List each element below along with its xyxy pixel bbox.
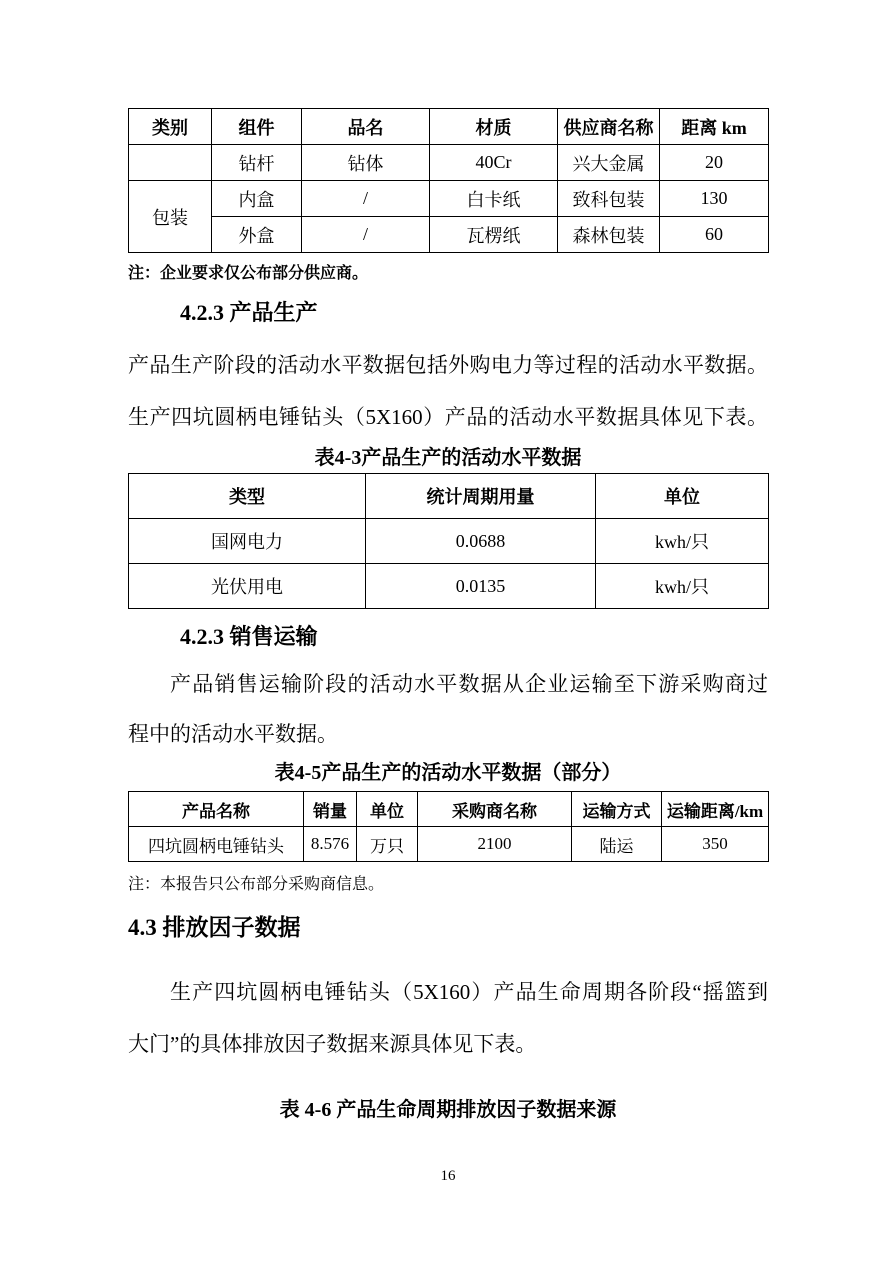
table-cell: 白卡纸 [430,181,558,217]
table-row [129,519,769,564]
table-cell [129,145,212,181]
table-header-cell: 品名 [302,109,430,145]
table-cell: 2100 [418,827,572,862]
table-title-4-5: 表4-5产品生产的活动水平数据（部分） [274,762,622,784]
sales-table [128,791,769,862]
table-cell: 万只 [357,827,418,862]
section-heading-emission: 4.3 排放因子数据 [128,915,301,940]
table-header-cell: 单位 [357,792,418,827]
paragraph-sales [128,659,768,759]
table-cell: 光伏用电 [129,564,366,609]
paragraph-line: 产品生产阶段的活动水平数据包括外购电力等过程的活动水平数据。 [128,353,768,377]
table-cell: 130 [660,181,769,217]
paragraph-line: 大门”的具体排放因子数据来源具体见下表。 [128,1032,537,1056]
table-cell: 钻杆 [212,145,302,181]
table-cell: 兴大金属 [558,145,660,181]
page-number: 16 [440,1168,456,1184]
table-header-row [129,792,769,827]
table-header-cell: 单位 [596,474,769,519]
table-cell: 国网电力 [129,519,366,564]
table-row [129,564,769,609]
table-row [129,827,769,862]
paragraph-line: 生产四坑圆柄电锤钻头（5X160）产品生命周期各阶段“摇篮到 [170,980,768,1004]
table-cell: 外盒 [212,217,302,253]
table-row [129,145,769,181]
paragraph-line: 产品销售运输阶段的活动水平数据从企业运输至下游采购商过 [170,672,768,696]
table-cell: 20 [660,145,769,181]
paragraph-line: 程中的活动水平数据。 [128,722,338,746]
table-cell: kwh/只 [596,564,769,609]
table-cell: 0.0688 [366,519,596,564]
table-row [129,181,769,217]
table-header-row [129,109,769,145]
suppliers-table [128,108,769,253]
table-cell: 致科包装 [558,181,660,217]
page-content [128,0,768,1185]
table-header-cell: 产品名称 [129,792,304,827]
paragraph-line: 生产四坑圆柄电锤钻头（5X160）产品的活动水平数据具体见下表。 [128,405,768,429]
table-cell-merged: 包装 [129,181,212,253]
table-row [129,217,769,253]
table-header-cell: 供应商名称 [558,109,660,145]
table-cell: / [302,181,430,217]
table-cell: 60 [660,217,769,253]
table-header-cell: 类别 [129,109,212,145]
table-cell: / [302,217,430,253]
production-table [128,473,769,609]
table-cell: 陆运 [572,827,662,862]
table-cell: kwh/只 [596,519,769,564]
table-header-cell: 运输距离/km [662,792,769,827]
table-cell: 350 [662,827,769,862]
section-heading-sales: 4.2.3 销售运输 [180,624,318,649]
table-header-cell: 类型 [129,474,366,519]
table-header-cell: 距离 km [660,109,769,145]
table-header-cell: 运输方式 [572,792,662,827]
table-header-row [129,474,769,519]
table-cell: 40Cr [430,145,558,181]
paragraph-emission [128,966,768,1070]
table-title-4-3: 表4-3产品生产的活动水平数据 [314,447,582,469]
table-header-cell: 材质 [430,109,558,145]
paragraph-production [128,339,768,443]
table-header-cell: 采购商名称 [418,792,572,827]
table-header-cell: 销量 [304,792,357,827]
table-cell: 内盒 [212,181,302,217]
table-cell: 0.0135 [366,564,596,609]
table-cell: 瓦楞纸 [430,217,558,253]
table-header-cell: 组件 [212,109,302,145]
section-heading-production: 4.2.3 产品生产 [180,300,318,325]
suppliers-table-note: 注：企业要求仅公布部分供应商。 [128,265,369,282]
table-title-4-6: 表 4-6 产品生命周期排放因子数据来源 [279,1099,617,1121]
table-cell: 钻体 [302,145,430,181]
table-cell: 森林包装 [558,217,660,253]
sales-table-note: 注：本报告只公布部分采购商信息。 [128,876,385,893]
table-cell: 8.576 [304,827,357,862]
table-cell: 四坑圆柄电锤钻头 [129,827,304,862]
table-header-cell: 统计周期用量 [366,474,596,519]
